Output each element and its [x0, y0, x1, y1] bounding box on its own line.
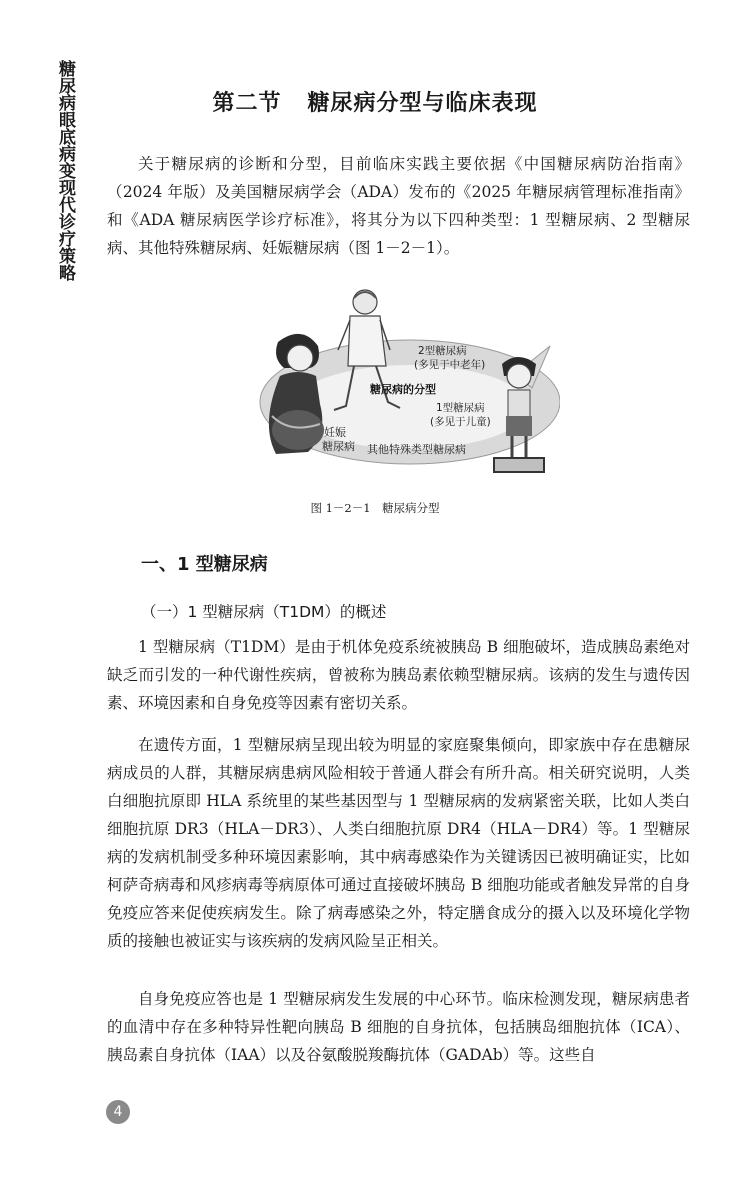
- figure-center-label: 糖尿病的分型: [370, 383, 436, 396]
- gestational-label-line2: 糖尿病: [322, 440, 355, 453]
- gestational-label-line1: 妊娠: [324, 426, 346, 439]
- pregnant-woman-illustration: [269, 334, 324, 454]
- type1-label: 1型糖尿病: [436, 402, 485, 414]
- paragraph-autoimmune: 自身免疫应答也是 1 型糖尿病发生发展的中心环节。临床检测发现，糖尿病患者的血清中存在多种特异性靶向胰岛 B 细胞的自身抗体，包括胰岛细胞抗体（ICA）、胰岛素自身抗体（IAA）以及谷氨酸脱羧酶抗体（GADAb）等。这些自: [107, 990, 690, 1064]
- heading-type1: 一、1 型糖尿病: [141, 554, 268, 575]
- paragraph-definition: 1 型糖尿病（T1DM）是由于机体免疫系统被胰岛 B 细胞破坏，造成胰岛素绝对缺乏而引发的一种代谢性疾病，曾被称为胰岛素依赖型糖尿病。该病的发生与遗传因素、环境因素和自身免疫等因素有密切关系。: [107, 638, 690, 712]
- section-title: [0, 86, 750, 117]
- subheading-overview: （一）1 型糖尿病（T1DM）的概述: [141, 603, 387, 621]
- diabetes-types-figure: [250, 284, 560, 484]
- type1-age-label: (多见于儿童): [430, 416, 491, 428]
- type2-label: 2型糖尿病: [418, 345, 467, 357]
- paragraph-genetics: 在遗传方面，1 型糖尿病呈现出较为明显的家庭聚集倾向，即家族中存在患糖尿病成员的人群，其糖尿病患病风险相较于普通人群会有所升高。相关研究说明，人类白细胞抗原即 HLA 系统里的某些基因型与 1 型糖尿病的发病紧密关联，比如人类白细胞抗原 DR3（HLA－DR3）、人类白细胞抗原 DR4（HLA－DR4）等。1 型糖尿病的发病机制受多种环境因素影响，其中病毒感染作为关键诱因已被明确证实，比如柯萨奇病毒和风疹病毒等病原体可通过直接破坏胰岛 B 细胞功能或者触发异常的自身免疫应答来促使疾病发生。除了病毒感染之外，特定膳食成分的摄入以及环境化学物质的接触也被证实与该疾病的发病风险呈正相关。: [107, 736, 690, 950]
- figure-caption: 图 1－2－1 糖尿病分型: [310, 501, 440, 515]
- page-number: 4: [106, 1100, 130, 1124]
- section-name: 糖尿病分型与临床表现: [307, 91, 538, 116]
- book-side-title: 糖尿病眼底病变现代诊疗策略: [55, 60, 75, 281]
- section-number: 第二节: [212, 91, 282, 116]
- type2-age-label: (多见于中老年): [414, 359, 486, 371]
- intro-paragraph: 关于糖尿病的诊断和分型，目前临床实践主要依据《中国糖尿病防治指南》（2024 年版）及美国糖尿病学会（ADA）发布的《2025 年糖尿病管理标准指南》和《ADA 糖尿病医学诊疗标准》，将其分为以下四种类型：1 型糖尿病、2 型糖尿病、其他特殊糖尿病、妊娠糖尿病（图 1－2－1）。: [107, 155, 690, 257]
- other-type-label: 其他特殊类型糖尿病: [367, 443, 466, 456]
